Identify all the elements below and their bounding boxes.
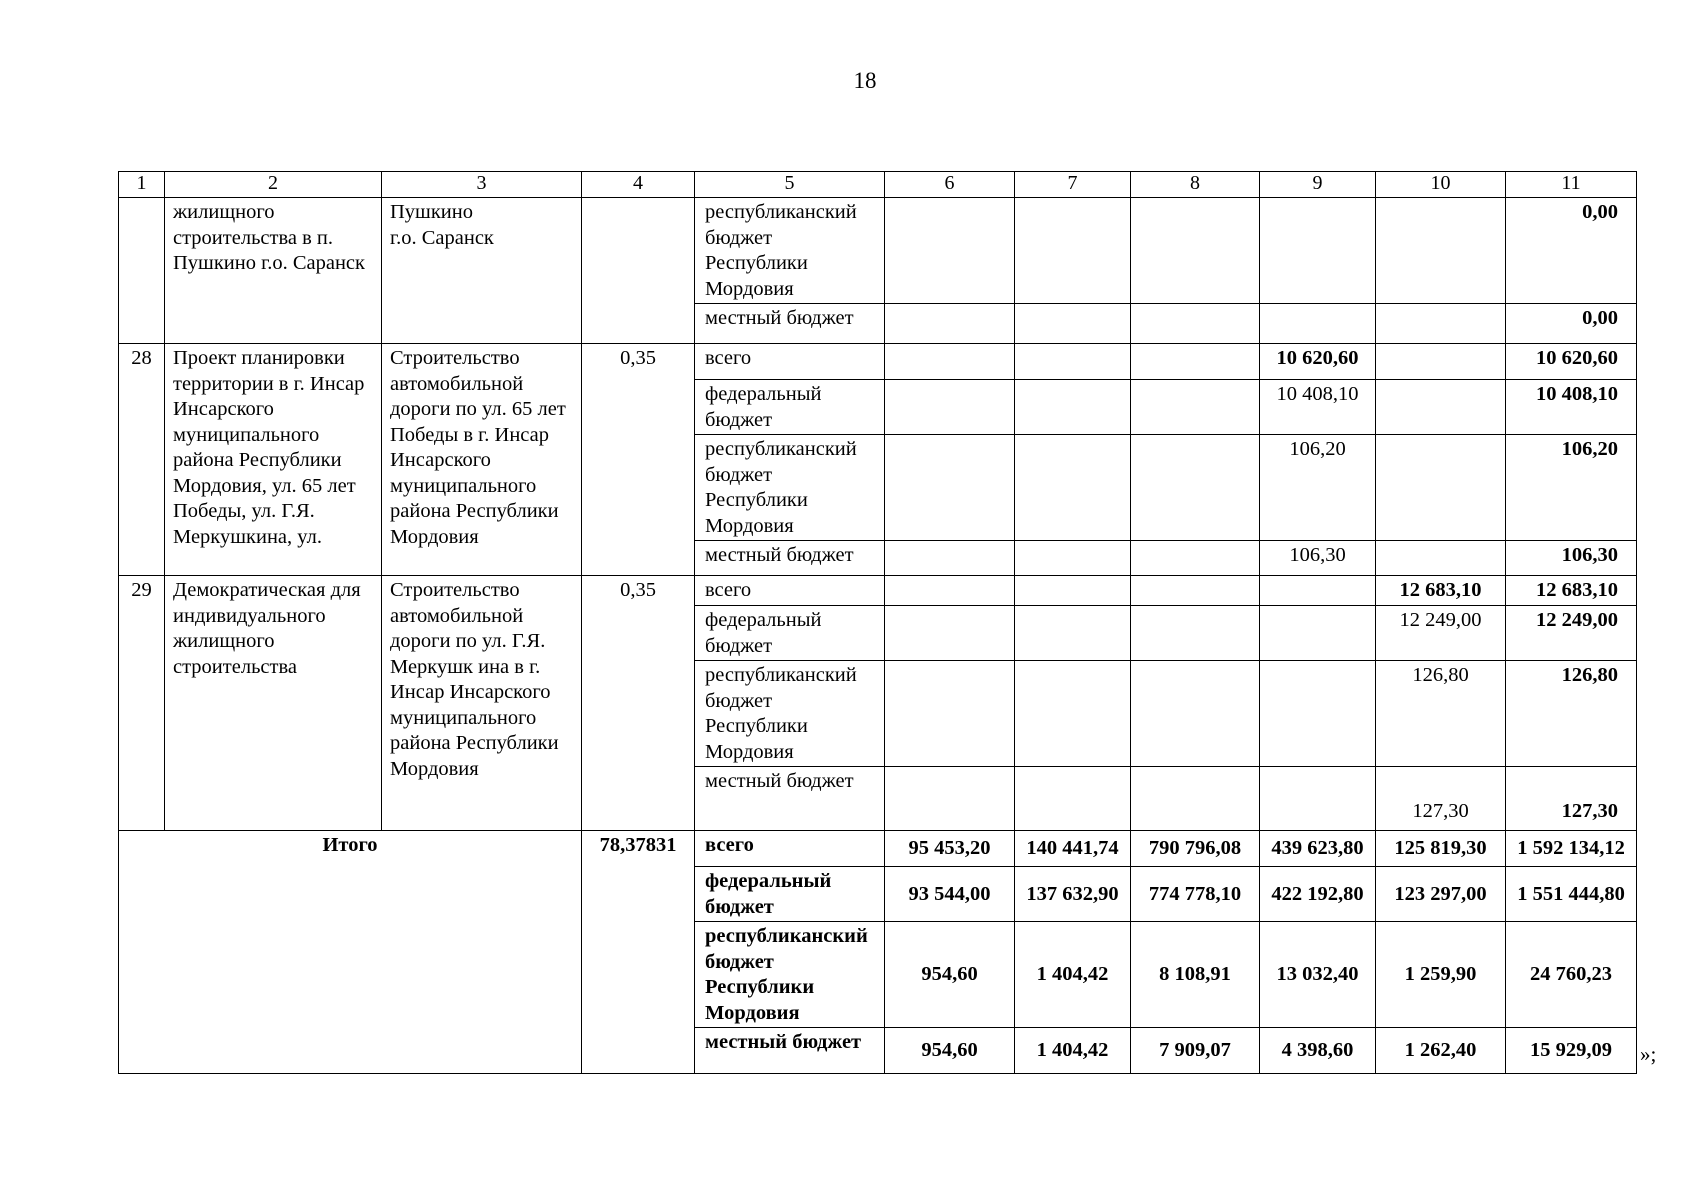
column-number-header: 6 <box>885 172 1015 198</box>
column-number-header: 9 <box>1260 172 1376 198</box>
page-number: 18 <box>853 68 877 93</box>
amount-cell <box>1131 541 1260 576</box>
length-cell: 0,35 <box>582 576 695 831</box>
total-amount-cell: 12 683,10 <box>1506 576 1637 606</box>
amount-cell: 106,30 <box>1260 541 1376 576</box>
object-description-cell: Строительство автомобильной дороги по ул. 65 лет Победы в г. Инсар Инсарского муниципального района Республики Мордовия <box>382 344 582 576</box>
project-description-cell: жилищного строительства в п. Пушкино г.о. Саранск <box>165 198 382 344</box>
total-amount-cell: 125 819,30 <box>1376 831 1506 867</box>
total-amount-cell: 13 032,40 <box>1260 922 1376 1028</box>
column-number-header: 8 <box>1131 172 1260 198</box>
column-number-header: 2 <box>165 172 382 198</box>
amount-cell <box>1260 767 1376 831</box>
column-number-header: 1 <box>119 172 165 198</box>
amount-cell: 127,30 <box>1376 767 1506 831</box>
amount-cell <box>885 198 1015 304</box>
total-amount-cell: 126,80 <box>1506 661 1637 767</box>
closing-quote-mark: »; <box>1640 1042 1657 1066</box>
amount-cell <box>1376 344 1506 380</box>
funding-source-cell: всего <box>695 344 885 380</box>
amount-cell: 106,20 <box>1260 435 1376 541</box>
amount-cell: 12 683,10 <box>1376 576 1506 606</box>
amount-cell <box>1260 304 1376 344</box>
amount-cell <box>1376 198 1506 304</box>
total-amount-cell: 7 909,07 <box>1131 1028 1260 1074</box>
total-amount-cell: 1 259,90 <box>1376 922 1506 1028</box>
amount-cell <box>885 304 1015 344</box>
length-cell: 0,35 <box>582 344 695 576</box>
amount-cell: 12 249,00 <box>1376 606 1506 661</box>
funding-source-cell: федеральный бюджет <box>695 606 885 661</box>
amount-cell <box>1015 576 1131 606</box>
funding-source-cell: местный бюджет <box>695 304 885 344</box>
total-amount-cell: 0,00 <box>1506 198 1637 304</box>
amount-cell <box>885 606 1015 661</box>
amount-cell: 126,80 <box>1376 661 1506 767</box>
total-length-cell: 78,37831 <box>582 831 695 1074</box>
total-amount-cell: 1 551 444,80 <box>1506 867 1637 922</box>
column-number-header: 7 <box>1015 172 1131 198</box>
amount-cell <box>885 435 1015 541</box>
amount-cell <box>1015 661 1131 767</box>
table-row <box>119 576 1637 606</box>
funding-source-cell: республиканский бюджет Республики Мордовия <box>695 922 885 1028</box>
table-row <box>119 344 1637 380</box>
funding-source-cell: республиканский бюджет Республики Мордовия <box>695 198 885 304</box>
amount-cell: 10 408,10 <box>1260 380 1376 435</box>
amount-cell <box>1131 435 1260 541</box>
amount-cell <box>1376 380 1506 435</box>
amount-cell <box>885 661 1015 767</box>
amount-cell <box>1015 541 1131 576</box>
total-amount-cell: 1 262,40 <box>1376 1028 1506 1074</box>
total-amount-cell: 1 404,42 <box>1015 1028 1131 1074</box>
total-amount-cell: 106,30 <box>1506 541 1637 576</box>
column-number-header: 10 <box>1376 172 1506 198</box>
amount-cell <box>1015 767 1131 831</box>
total-amount-cell: 140 441,74 <box>1015 831 1131 867</box>
row-index-cell: 28 <box>119 344 165 576</box>
amount-cell <box>885 380 1015 435</box>
amount-cell <box>885 576 1015 606</box>
budget-table <box>118 171 1637 1074</box>
amount-cell <box>885 767 1015 831</box>
row-index-cell: 29 <box>119 576 165 831</box>
total-amount-cell: 127,30 <box>1506 767 1637 831</box>
amount-cell <box>1015 344 1131 380</box>
total-amount-cell: 954,60 <box>885 1028 1015 1074</box>
total-amount-cell: 123 297,00 <box>1376 867 1506 922</box>
amount-cell <box>1376 435 1506 541</box>
funding-source-cell: республиканский бюджет Республики Мордовия <box>695 661 885 767</box>
total-amount-cell: 1 404,42 <box>1015 922 1131 1028</box>
amount-cell <box>1376 541 1506 576</box>
total-amount-cell: 422 192,80 <box>1260 867 1376 922</box>
project-description-cell: Демократическая для индивидуального жилищного строительства <box>165 576 382 831</box>
object-description-cell: Строительство автомобильной дороги по ул. Г.Я. Меркушк ина в г. Инсар Инсарского муниципального района Республики Мордовия <box>382 576 582 831</box>
amount-cell <box>1015 435 1131 541</box>
total-amount-cell: 0,00 <box>1506 304 1637 344</box>
total-amount-cell: 790 796,08 <box>1131 831 1260 867</box>
funding-source-cell: республиканский бюджет Республики Мордовия <box>695 435 885 541</box>
column-number-header: 5 <box>695 172 885 198</box>
total-amount-cell: 15 929,09 <box>1506 1028 1637 1074</box>
total-amount-cell: 439 623,80 <box>1260 831 1376 867</box>
project-description-cell: Проект планировки территории в г. Инсар Инсарского муниципального района Республики Мордовия, ул. 65 лет Победы, ул. Г.Я. Меркушкина, ул. <box>165 344 382 576</box>
amount-cell <box>1131 198 1260 304</box>
table-header-row <box>119 172 1637 198</box>
funding-source-cell: федеральный бюджет <box>695 380 885 435</box>
total-amount-cell: 24 760,23 <box>1506 922 1637 1028</box>
row-index-cell <box>119 198 165 344</box>
amount-cell <box>885 541 1015 576</box>
total-amount-cell: 4 398,60 <box>1260 1028 1376 1074</box>
amount-cell <box>1260 661 1376 767</box>
amount-cell <box>1015 198 1131 304</box>
total-amount-cell: 137 632,90 <box>1015 867 1131 922</box>
total-amount-cell: 8 108,91 <box>1131 922 1260 1028</box>
amount-cell <box>1376 304 1506 344</box>
total-amount-cell: 106,20 <box>1506 435 1637 541</box>
funding-source-cell: всего <box>695 831 885 867</box>
total-amount-cell: 95 453,20 <box>885 831 1015 867</box>
total-amount-cell: 1 592 134,12 <box>1506 831 1637 867</box>
amount-cell <box>1131 576 1260 606</box>
amount-cell <box>1131 661 1260 767</box>
funding-source-cell: местный бюджет <box>695 767 885 831</box>
total-amount-cell: 12 249,00 <box>1506 606 1637 661</box>
total-amount-cell: 954,60 <box>885 922 1015 1028</box>
amount-cell <box>885 344 1015 380</box>
column-number-header: 3 <box>382 172 582 198</box>
column-number-header: 11 <box>1506 172 1637 198</box>
funding-source-cell: всего <box>695 576 885 606</box>
funding-source-cell: местный бюджет <box>695 1028 885 1074</box>
length-cell <box>582 198 695 344</box>
total-amount-cell: 774 778,10 <box>1131 867 1260 922</box>
amount-cell <box>1260 576 1376 606</box>
total-amount-cell: 10 408,10 <box>1506 380 1637 435</box>
amount-cell <box>1260 198 1376 304</box>
total-amount-cell: 10 620,60 <box>1506 344 1637 380</box>
amount-cell <box>1015 380 1131 435</box>
table-total-row <box>119 831 1637 867</box>
total-amount-cell: 93 544,00 <box>885 867 1015 922</box>
amount-cell <box>1131 304 1260 344</box>
amount-cell <box>1131 344 1260 380</box>
column-number-header: 4 <box>582 172 695 198</box>
amount-cell: 10 620,60 <box>1260 344 1376 380</box>
amount-cell <box>1131 767 1260 831</box>
amount-cell <box>1131 606 1260 661</box>
funding-source-cell: местный бюджет <box>695 541 885 576</box>
amount-cell <box>1260 606 1376 661</box>
amount-cell <box>1015 606 1131 661</box>
table-row <box>119 198 1637 304</box>
funding-source-cell: федеральный бюджет <box>695 867 885 922</box>
object-description-cell: Пушкино г.о. Саранск <box>382 198 582 344</box>
amount-cell <box>1015 304 1131 344</box>
amount-cell <box>1131 380 1260 435</box>
total-label-cell: Итого <box>119 831 582 1074</box>
